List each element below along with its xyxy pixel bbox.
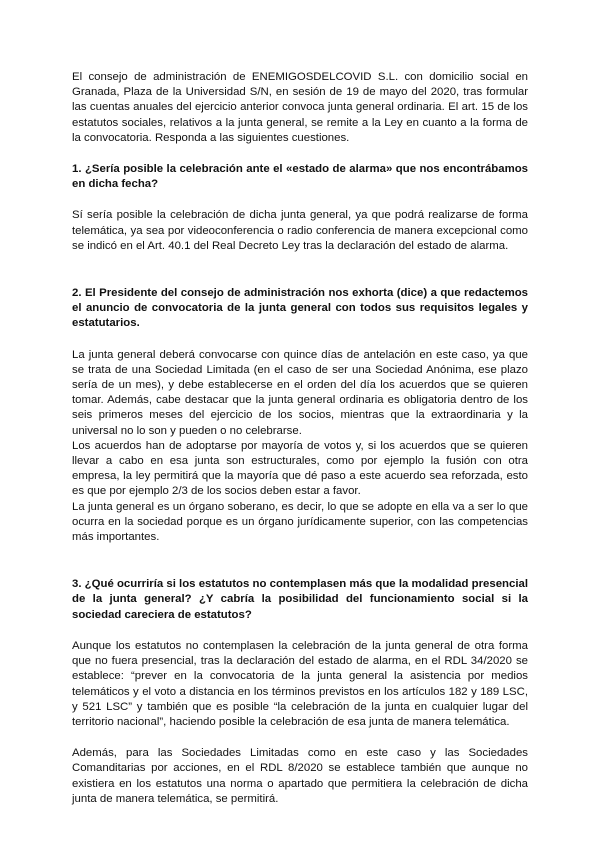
answer-paragraph: Aunque los estatutos no contemplasen la celebración de la junta general de otra forma que no fuera presencial, tras la declaración del estado de alarma, en el RDL 34/2020 se establece: “prever en la convocatoria de la junta general la asistencia por medios telemáticos y el voto a distancia en los términos previstos en los artículos 182 y 189 LSC, y 521 LSC” y también que es posible “la celebración de la junta en cualquier lugar del territorio nacional”, haciendo posible la celebración de esa junta de manera telemática.	[72, 639, 528, 728]
answer-paragraph: Los acuerdos han de adoptarse por mayoría de votos y, si los acuerdos que se quieren llevar a cabo en esa junta son estructurales, como por ejemplo la fusión con otra empresa, la ley permitirá que la mayoría que dé paso a este acuerdo sea reforzada, esto es que por ejemplo 2/3 de los socios deben estar a favor.	[72, 439, 528, 498]
question-1-heading: 1. ¿Sería posible la celebración ante el «estado de alarma» que nos encontrábamos en dicha fecha?	[72, 163, 528, 191]
question-3	[72, 577, 528, 807]
intro-paragraph: El consejo de administración de ENEMIGOSDELCOVID S.L. con domicilio social en Granada, Plaza de la Universidad S/N, en sesión de 19 de mayo del 2020, tras formular las cuentas anuales del ejercicio anterior convoca junta general ordinaria. El art. 15 de los estatutos sociales, relativos a la junta general, se remite a la Ley en cuanto a la forma de la convocatoria. Responda a las siguientes cuestiones.	[72, 71, 528, 144]
question-1	[72, 162, 528, 254]
answer-paragraph: Además, para las Sociedades Limitadas como en este caso y las Sociedades Comanditarias por acciones, en el RDL 8/2020 se establece también que aunque no existiera en los estatutos una norma o apartado que permitiera la celebración de dicha junta de manera telemática, se permitirá.	[72, 747, 528, 805]
question-3-heading: 3. ¿Qué ocurriría si los estatutos no contemplasen más que la modalidad presencial de la junta general? ¿Y cabría la posibilidad del funcionamiento social si la sociedad careciera de estatutos?	[72, 578, 528, 621]
question-2-heading: 2. El Presidente del consejo de administración nos exhorta (dice) a que redactemos el anuncio de convocatoria de la junta general con todos sus requisitos legales y estatutarios.	[72, 287, 528, 330]
answer-paragraph: La junta general es un órgano soberano, es decir, lo que se adopte en ella va a ser lo que ocurra en la sociedad porque es un órgano jurídicamente superior, con las competencias más importantes.	[72, 500, 528, 544]
answer-paragraph: Sí sería posible la celebración de dicha junta general, ya que podrá realizarse de forma telemática, ya sea por videoconferencia o radio conferencia de manera excepcional como se indicó en el Art. 40.1 del Real Decreto Ley tras la declaración del estado de alarma.	[72, 209, 528, 252]
question-2	[72, 286, 528, 545]
answer-paragraph: La junta general deberá convocarse con quince días de antelación en este caso, ya que se trata de una Sociedad Limitada (en el caso de ser una Sociedad Anónima, ese plazo sería de un mes), y debe establecerse en el orden del día los acuerdos que se quieren tomar. Además, cabe destacar que la junta general ordinaria es obligatoria dentro de los seis primeros meses del ejercicio de los socios, mientras que la extraordinaria y la universal no lo son y pueden o no celebrarse.	[72, 348, 528, 437]
